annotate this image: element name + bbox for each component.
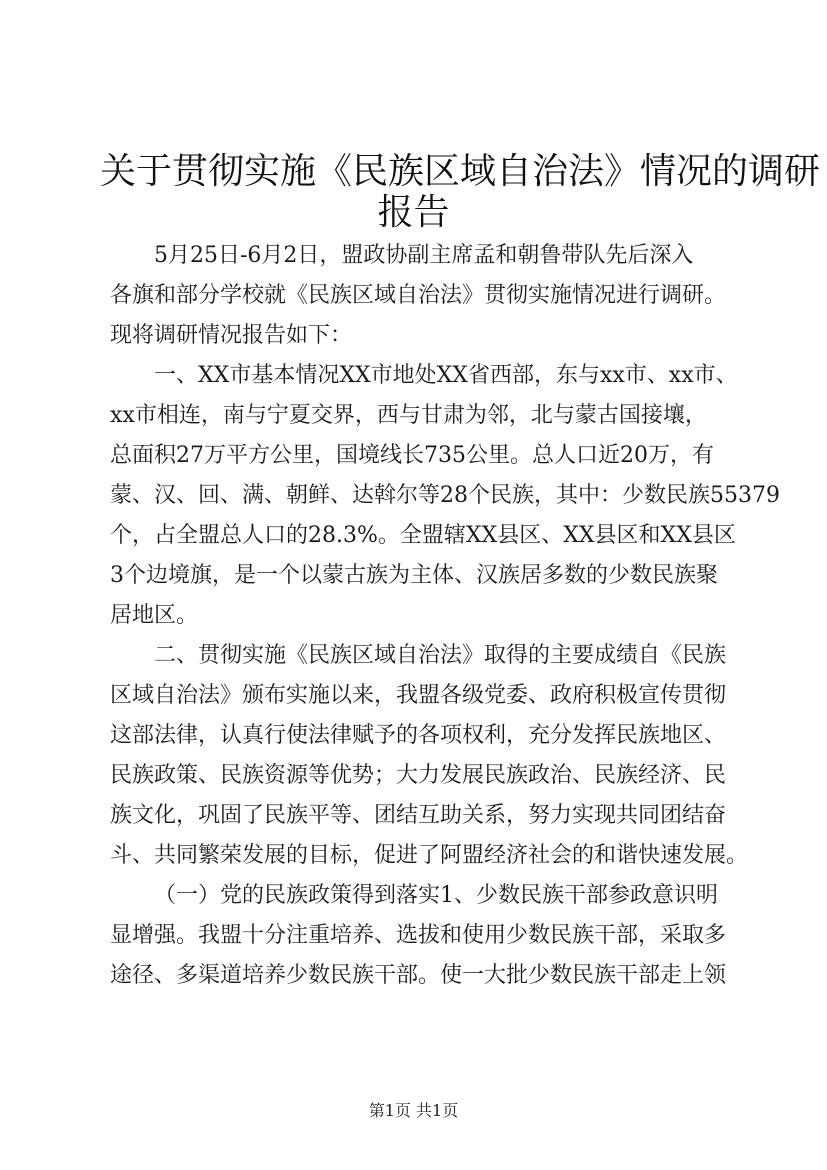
document-title-line-2: 报告 — [377, 192, 450, 233]
body-line: （一）党的民族政策得到落实1、少数民族干部参政意识明 — [154, 883, 718, 908]
body-line: 现将调研情况报告如下： — [110, 323, 353, 348]
body-line: 显增强。我盟十分注重培养、选拔和使用少数民族干部，采取多 — [110, 923, 727, 948]
body-line: 个，占全盟总人口的28.3%。全盟辖XX县区、XX县区和XX县区 — [110, 523, 736, 548]
body-line: 总面积27万平方公里，国境线长735公里。总人口近20万，有 — [110, 443, 714, 468]
body-line: 居地区。 — [110, 603, 199, 628]
body-line: xx市相连，南与宁夏交界，西与甘肃为邻，北与蒙古国接壤， — [110, 403, 707, 428]
body-line: 民族政策、民族资源等优势；大力发展民族政治、民族经济、民 — [110, 763, 727, 788]
page-footer: 第1页 共1页 — [368, 1101, 459, 1120]
body-line: 途径、多渠道培养少数民族干部。使一大批少数民族干部走上领 — [110, 963, 727, 988]
body-line: 各旗和部分学校就《民族区域自治法》贯彻实施情况进行调研。 — [110, 283, 727, 308]
body-line: 区域自治法》颁布实施以来，我盟各级党委、政府积极宣传贯彻 — [110, 683, 727, 708]
body-line: 二、贯彻实施《民族区域自治法》取得的主要成绩自《民族 — [154, 643, 727, 668]
document-body — [110, 236, 780, 996]
body-line: 斗、共同繁荣发展的目标，促进了阿盟经济社会的和谐快速发展。 — [110, 843, 749, 868]
body-line: 族文化，巩固了民族平等、团结互助关系，努力实现共同团结奋 — [110, 803, 727, 828]
body-line: 3个边境旗，是一个以蒙古族为主体、汉族居多数的少数民族聚 — [110, 563, 718, 588]
document-title-line-1: 关于贯彻实施《民族区域自治法》情况的调研 — [100, 151, 821, 192]
body-line: 5月25日-6月2日，盟政协副主席孟和朝鲁带队先后深入 — [154, 243, 694, 268]
body-line: 蒙、汉、回、满、朝鲜、达斡尔等28个民族，其中：少数民族55379 — [110, 483, 780, 508]
body-line: 这部法律，认真行使法律赋予的各项权利，充分发挥民族地区、 — [110, 723, 727, 748]
body-line: 一、XX市基本情况XX市地处XX省西部，东与xx市、xx市、 — [154, 363, 738, 388]
